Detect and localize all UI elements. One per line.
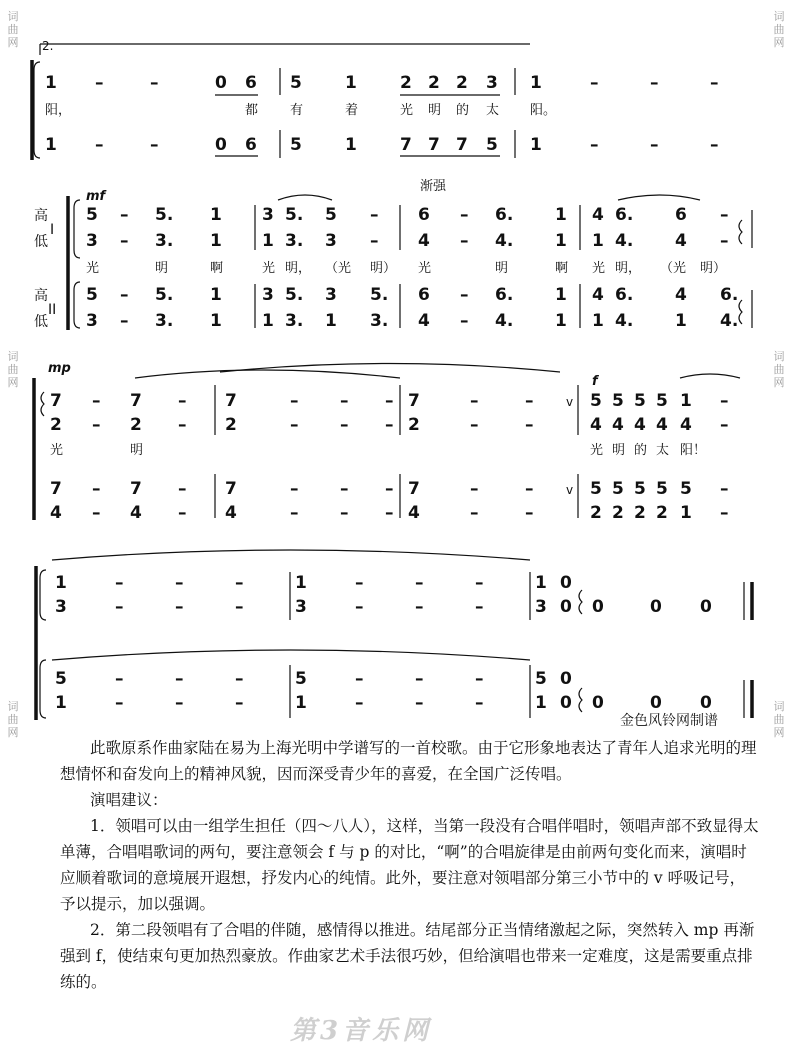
note: 3 <box>55 597 67 617</box>
lyric: 阳。 <box>530 103 557 118</box>
note: 1 <box>55 693 67 713</box>
note: 4 <box>592 205 604 225</box>
note: – <box>175 693 184 713</box>
note: 5 <box>680 479 692 499</box>
note: – <box>115 573 124 593</box>
note: 1 <box>675 311 687 331</box>
note: – <box>92 479 101 499</box>
note: 4 <box>590 415 602 435</box>
note: 1 <box>210 205 222 225</box>
lyric: 光 <box>86 261 100 276</box>
note: 1 <box>295 693 307 713</box>
note: – <box>95 73 104 93</box>
note: – <box>385 503 394 523</box>
note: 5. <box>285 285 304 305</box>
lyric: 太 <box>656 443 670 458</box>
note: 5 <box>325 205 337 225</box>
note: – <box>290 391 299 411</box>
note: 4 <box>634 415 646 435</box>
note: 1 <box>262 311 274 331</box>
note: – <box>710 135 719 155</box>
note: 4 <box>225 503 237 523</box>
note: – <box>460 311 469 331</box>
note: – <box>178 415 187 435</box>
lyric: 啊 <box>555 261 569 276</box>
note: – <box>650 135 659 155</box>
note: 0 <box>560 693 572 713</box>
note: – <box>340 415 349 435</box>
note: 4 <box>418 311 430 331</box>
note: – <box>355 573 364 593</box>
note: – <box>235 573 244 593</box>
note: 5 <box>612 479 624 499</box>
intro-paragraph: 此歌原系作曲家陆在易为上海光明中学谱写的一首校歌。由于它形象地表达了青年人追求光明的理想情怀和奋发向上的精神风貌，因而深受青少年的喜爱，在全国广泛传唱。 <box>60 739 757 783</box>
note: 3 <box>486 73 498 93</box>
note: – <box>290 415 299 435</box>
note: 7 <box>130 479 142 499</box>
note: – <box>415 693 424 713</box>
credit-line: 金色风铃网制谱 <box>620 713 718 729</box>
note: 6. <box>495 205 514 225</box>
note: 5 <box>290 135 302 155</box>
note: – <box>470 479 479 499</box>
note: – <box>175 573 184 593</box>
lyric: 啊 <box>210 261 224 276</box>
note: 4 <box>592 285 604 305</box>
side-watermark: 词曲网 <box>7 350 19 389</box>
lyric: 明） <box>700 261 727 276</box>
note: 5. <box>285 205 304 225</box>
note: 3 <box>325 231 337 251</box>
note: 0 <box>700 693 712 713</box>
suggestion-1: 1．领唱可以由一组学生担任（四～八人），这样，当第一段没有合唱伴唱时，领唱声部不致显得太单薄，合唱唱歌词的两句，要注意领会 f 与 p 的对比，“啊”的合唱旋律是由前两句变化而来，演唱时应顺着歌词的意境展开遐想，抒发内心的纯情。此外，要注意对领唱部分第三小节中的 v 呼吸记号，予以提示，加以强调。 <box>60 817 759 913</box>
note: 4 <box>675 285 687 305</box>
note: 1 <box>680 503 692 523</box>
part-label-high-2: 高 <box>34 288 48 304</box>
note: 1 <box>210 231 222 251</box>
note: 6 <box>245 135 257 155</box>
side-watermark: 词曲网 <box>7 10 19 49</box>
note: 3 <box>325 285 337 305</box>
site-logo-watermark: 第3音乐网 <box>290 1016 433 1046</box>
note: – <box>355 597 364 617</box>
note: 4 <box>130 503 142 523</box>
note: 1 <box>555 231 567 251</box>
note: – <box>525 503 534 523</box>
note: – <box>178 503 187 523</box>
note: 2 <box>50 415 62 435</box>
note: – <box>475 693 484 713</box>
note: 4 <box>656 415 668 435</box>
note: 1 <box>680 391 692 411</box>
note: 1 <box>555 285 567 305</box>
note: 0 <box>215 135 227 155</box>
note: 4. <box>495 311 514 331</box>
note: 7 <box>456 135 468 155</box>
note: 1 <box>530 73 542 93</box>
note: – <box>385 479 394 499</box>
dynamic-mp: mp <box>48 361 71 376</box>
note: 6. <box>720 285 739 305</box>
part-label-I: I <box>50 222 55 238</box>
note: – <box>355 669 364 689</box>
note: – <box>525 479 534 499</box>
breath-mark: v <box>566 483 574 497</box>
note: – <box>235 669 244 689</box>
lyric: 明） <box>370 261 397 276</box>
note: – <box>95 135 104 155</box>
note: – <box>470 391 479 411</box>
note: 1 <box>555 205 567 225</box>
note: 2 <box>225 415 237 435</box>
note: – <box>525 415 534 435</box>
note: 4. <box>615 311 634 331</box>
note: – <box>150 135 159 155</box>
note: – <box>120 311 129 331</box>
note: 5 <box>486 135 498 155</box>
lyric: 太 <box>486 103 500 118</box>
note: 5. <box>155 205 174 225</box>
note: 4. <box>615 231 634 251</box>
lyric: 光 <box>50 443 64 458</box>
note: 1 <box>210 285 222 305</box>
note: 4 <box>50 503 62 523</box>
note: 6. <box>615 205 634 225</box>
note: – <box>178 479 187 499</box>
note: – <box>120 231 129 251</box>
note: – <box>650 73 659 93</box>
system-4 <box>36 550 752 720</box>
lyric: （光 <box>660 261 687 276</box>
note: 3 <box>262 285 274 305</box>
note: – <box>340 479 349 499</box>
system-2 <box>34 179 752 331</box>
note: – <box>720 479 729 499</box>
note: – <box>115 693 124 713</box>
note: – <box>290 479 299 499</box>
suggestion-heading: 演唱建议： <box>90 791 168 809</box>
system-1-lower-notes <box>45 135 719 155</box>
lyric: 的 <box>634 443 648 458</box>
system-1 <box>32 60 719 160</box>
note: 1 <box>325 311 337 331</box>
lyric: 都 <box>245 103 259 118</box>
note: 1 <box>535 693 547 713</box>
lyric: 有 <box>290 103 304 118</box>
note: 5 <box>295 669 307 689</box>
note: 2 <box>656 503 668 523</box>
note: 1 <box>45 73 57 93</box>
note: – <box>710 73 719 93</box>
note: 7 <box>130 391 142 411</box>
note: – <box>460 285 469 305</box>
lyric: 阳！ <box>680 443 707 458</box>
side-watermark: 词曲网 <box>773 700 785 739</box>
side-watermark: 词曲网 <box>773 350 785 389</box>
note: 7 <box>408 479 420 499</box>
note: 5. <box>370 285 389 305</box>
note: 0 <box>700 597 712 617</box>
note: 5. <box>155 285 174 305</box>
note: 1 <box>45 135 57 155</box>
note: 1 <box>592 311 604 331</box>
note: – <box>385 415 394 435</box>
note: – <box>720 205 729 225</box>
note: 1 <box>262 231 274 251</box>
suggestion-2: 2．第二段领唱有了合唱的伴随，感情得以推进。结尾部分正当情绪激起之际，突然转入 mp 再渐强到 f，使结束句更加热烈豪放。作曲家艺术手法很巧妙，但给演唱也带来一定难度，这是需要重点排练的。 <box>60 921 755 991</box>
note: 0 <box>592 693 604 713</box>
note: – <box>92 503 101 523</box>
note: – <box>475 669 484 689</box>
note: 0 <box>650 597 662 617</box>
note: 5 <box>590 479 602 499</box>
system-1-lyrics <box>45 102 556 118</box>
note: – <box>525 391 534 411</box>
note: – <box>370 231 379 251</box>
note: 2 <box>590 503 602 523</box>
note: 5 <box>634 391 646 411</box>
note: – <box>415 573 424 593</box>
note: 4 <box>680 415 692 435</box>
note: – <box>178 391 187 411</box>
note: 4 <box>675 231 687 251</box>
note: 4 <box>418 231 430 251</box>
note: 3. <box>155 231 174 251</box>
note: 5 <box>290 73 302 93</box>
note: – <box>150 73 159 93</box>
note: 5 <box>86 285 98 305</box>
note: – <box>720 503 729 523</box>
note: 1 <box>345 73 357 93</box>
note: 0 <box>592 597 604 617</box>
note: 4 <box>612 415 624 435</box>
note: – <box>235 597 244 617</box>
note: 2 <box>634 503 646 523</box>
part-label-low-1: 低 <box>34 234 48 250</box>
lyric: 的 <box>456 103 470 118</box>
note: 0 <box>560 669 572 689</box>
note: 3. <box>285 231 304 251</box>
note: – <box>340 391 349 411</box>
note: 1 <box>592 231 604 251</box>
note: – <box>590 135 599 155</box>
note: – <box>120 205 129 225</box>
lyric: 光 <box>418 261 432 276</box>
note: – <box>175 597 184 617</box>
note: – <box>470 503 479 523</box>
dynamic-f: f <box>592 374 598 389</box>
lyric: 明 <box>612 443 626 458</box>
note: – <box>385 391 394 411</box>
lyric: 光 <box>262 261 276 276</box>
note: 5 <box>590 391 602 411</box>
note: – <box>720 391 729 411</box>
note: 7 <box>225 479 237 499</box>
note: 3 <box>86 311 98 331</box>
commentary <box>60 735 760 995</box>
note: 6. <box>615 285 634 305</box>
note: 7 <box>408 391 420 411</box>
note: – <box>175 669 184 689</box>
note: 5 <box>535 669 547 689</box>
note: 3 <box>86 231 98 251</box>
note: 7 <box>428 135 440 155</box>
lyric: 明 <box>130 443 144 458</box>
note: 2 <box>130 415 142 435</box>
note: 3 <box>262 205 274 225</box>
note: – <box>115 597 124 617</box>
lyric: 明 <box>155 261 169 276</box>
note: – <box>290 503 299 523</box>
lyric: （光 <box>325 261 352 276</box>
note: 5 <box>656 391 668 411</box>
note: – <box>235 693 244 713</box>
note: 3. <box>370 311 389 331</box>
note: 6 <box>418 205 430 225</box>
note: 7 <box>50 391 62 411</box>
note: 4. <box>720 311 739 331</box>
note: 0 <box>560 597 572 617</box>
lyric: 明 <box>428 103 442 118</box>
note: 5 <box>634 479 646 499</box>
note: 2 <box>408 415 420 435</box>
note: 2 <box>428 73 440 93</box>
note: – <box>475 597 484 617</box>
note: – <box>415 597 424 617</box>
lyric: 明， <box>285 261 312 276</box>
note: 6 <box>675 205 687 225</box>
note: 0 <box>215 73 227 93</box>
dynamic-mf: mf <box>86 189 106 204</box>
note: 7 <box>400 135 412 155</box>
note: – <box>460 205 469 225</box>
note: 5 <box>55 669 67 689</box>
note: 6 <box>245 73 257 93</box>
note: 0 <box>650 693 662 713</box>
note: 6 <box>418 285 430 305</box>
note: 7 <box>225 391 237 411</box>
note: – <box>720 415 729 435</box>
note: 5 <box>612 391 624 411</box>
note: 5 <box>86 205 98 225</box>
note: – <box>590 73 599 93</box>
lyric: 光 <box>400 103 414 118</box>
note: – <box>460 231 469 251</box>
note: – <box>370 205 379 225</box>
note: 4. <box>495 231 514 251</box>
note: 6. <box>495 285 514 305</box>
note: – <box>120 285 129 305</box>
lyric: 明 <box>495 261 509 276</box>
note: 2 <box>612 503 624 523</box>
note: 0 <box>560 573 572 593</box>
lyric: 明， <box>615 261 642 276</box>
side-watermark: 词曲网 <box>773 10 785 49</box>
part-label-low-2: 低 <box>34 314 48 330</box>
note: 4 <box>408 503 420 523</box>
lyric: 着 <box>345 103 359 118</box>
breath-mark: v <box>566 395 574 409</box>
note: 1 <box>55 573 67 593</box>
side-watermark: 词曲网 <box>7 700 19 739</box>
lyric: 阳， <box>45 103 72 118</box>
note: – <box>470 415 479 435</box>
note: – <box>720 231 729 251</box>
note: – <box>92 391 101 411</box>
crescendo-mark: 渐强 <box>420 179 447 194</box>
note: 7 <box>50 479 62 499</box>
part-label-high-1: 高 <box>34 208 48 224</box>
note: 1 <box>555 311 567 331</box>
note: 3 <box>535 597 547 617</box>
note: – <box>115 669 124 689</box>
note: 1 <box>345 135 357 155</box>
note: – <box>475 573 484 593</box>
part-label-II: II <box>48 302 57 318</box>
note: 1 <box>295 573 307 593</box>
note: 1 <box>530 135 542 155</box>
system-1-upper-notes <box>45 73 719 93</box>
lyric: 光 <box>592 261 606 276</box>
note: 3. <box>285 311 304 331</box>
note: 1 <box>535 573 547 593</box>
system-3 <box>34 361 740 523</box>
note: 3 <box>295 597 307 617</box>
note: 1 <box>210 311 222 331</box>
note: 2 <box>456 73 468 93</box>
note: – <box>415 669 424 689</box>
note: 5 <box>656 479 668 499</box>
note: 2 <box>400 73 412 93</box>
section-mark: 2. <box>42 39 54 53</box>
note: – <box>92 415 101 435</box>
note: – <box>355 693 364 713</box>
note: 3. <box>155 311 174 331</box>
lyric: 光 <box>590 443 604 458</box>
note: – <box>340 503 349 523</box>
